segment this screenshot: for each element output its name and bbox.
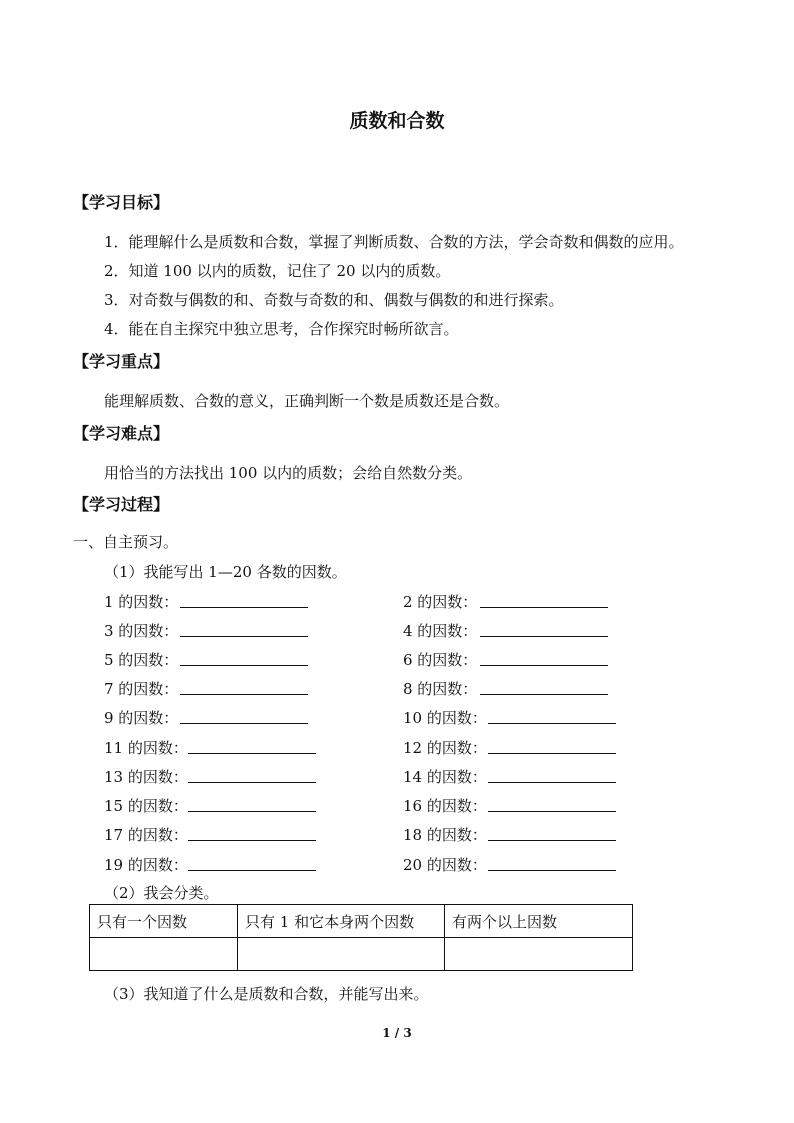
factor-label: 1 的因数： (104, 593, 179, 611)
classification-table (89, 904, 633, 971)
factor-label: 12 的因数： (403, 739, 487, 757)
factor-label: 19 的因数： (104, 856, 188, 874)
part1-heading: 一、自主预习。 (73, 533, 179, 551)
question-2: （2）我会分类。 (104, 884, 219, 902)
factor-label: 9 的因数： (104, 709, 179, 727)
answer-blank[interactable] (480, 607, 608, 608)
goal-item: 1．能理解什么是质数和合数，掌握了判断质数、合数的方法，学会奇数和偶数的应用。 (104, 233, 684, 251)
process-heading: 【学习过程】 (73, 495, 170, 514)
factor-label: 5 的因数： (104, 651, 179, 669)
answer-blank[interactable] (180, 665, 308, 666)
answer-blank[interactable] (480, 636, 608, 637)
table-answer-cell[interactable] (445, 938, 633, 971)
table-header-cell: 只有一个因数 (90, 905, 238, 938)
goal-item: 3．对奇数与偶数的和、奇数与奇数的和、偶数与偶数的和进行探索。 (104, 291, 564, 309)
answer-blank[interactable] (188, 870, 316, 871)
answer-blank[interactable] (488, 753, 616, 754)
factor-label: 3 的因数： (104, 622, 179, 640)
question-1: （1）我能写出 1—20 各数的因数。 (104, 563, 347, 581)
table-answer-cell[interactable] (238, 938, 445, 971)
factor-label: 10 的因数： (403, 709, 487, 727)
answer-blank[interactable] (180, 636, 308, 637)
difficulties-text: 用恰当的方法找出 100 以内的质数；会给自然数分类。 (104, 464, 473, 482)
factor-label: 4 的因数： (403, 622, 478, 640)
answer-blank[interactable] (188, 753, 316, 754)
table-answer-cell[interactable] (90, 938, 238, 971)
factor-label: 13 的因数： (104, 768, 188, 786)
answer-blank[interactable] (188, 840, 316, 841)
table-header-cell: 有两个以上因数 (445, 905, 633, 938)
factor-label: 7 的因数： (104, 680, 179, 698)
goals-heading: 【学习目标】 (73, 193, 170, 212)
factor-label: 8 的因数： (403, 680, 478, 698)
key-points-heading: 【学习重点】 (73, 352, 170, 371)
answer-blank[interactable] (488, 840, 616, 841)
answer-blank[interactable] (488, 811, 616, 812)
table-header-cell: 只有 1 和它本身两个因数 (238, 905, 445, 938)
answer-blank[interactable] (180, 694, 308, 695)
answer-blank[interactable] (480, 694, 608, 695)
factor-label: 14 的因数： (403, 768, 487, 786)
factor-label: 15 的因数： (104, 797, 188, 815)
difficulties-heading: 【学习难点】 (73, 424, 170, 443)
question-3: （3）我知道了什么是质数和合数，并能写出来。 (104, 985, 429, 1003)
answer-blank[interactable] (188, 782, 316, 783)
factor-label: 16 的因数： (403, 797, 487, 815)
answer-blank[interactable] (180, 607, 308, 608)
key-points-text: 能理解质数、合数的意义，正确判断一个数是质数还是合数。 (104, 392, 510, 410)
factor-label: 17 的因数： (104, 826, 188, 844)
page-title: 质数和合数 (349, 110, 445, 132)
factor-label: 6 的因数： (403, 651, 478, 669)
factor-label: 20 的因数： (403, 856, 487, 874)
goal-item: 4．能在自主探究中独立思考，合作探究时畅所欲言。 (104, 320, 459, 338)
answer-blank[interactable] (488, 723, 616, 724)
factor-label: 18 的因数： (403, 826, 487, 844)
factor-label: 11 的因数： (104, 739, 188, 757)
table-row (90, 938, 633, 971)
factor-label: 2 的因数： (403, 593, 478, 611)
answer-blank[interactable] (488, 782, 616, 783)
answer-blank[interactable] (480, 665, 608, 666)
goal-item: 2．知道 100 以内的质数，记住了 20 以内的质数。 (104, 262, 451, 280)
answer-blank[interactable] (180, 723, 308, 724)
answer-blank[interactable] (488, 870, 616, 871)
table-header-row (90, 905, 633, 938)
answer-blank[interactable] (188, 811, 316, 812)
page-number: 1 / 3 (382, 1026, 412, 1040)
